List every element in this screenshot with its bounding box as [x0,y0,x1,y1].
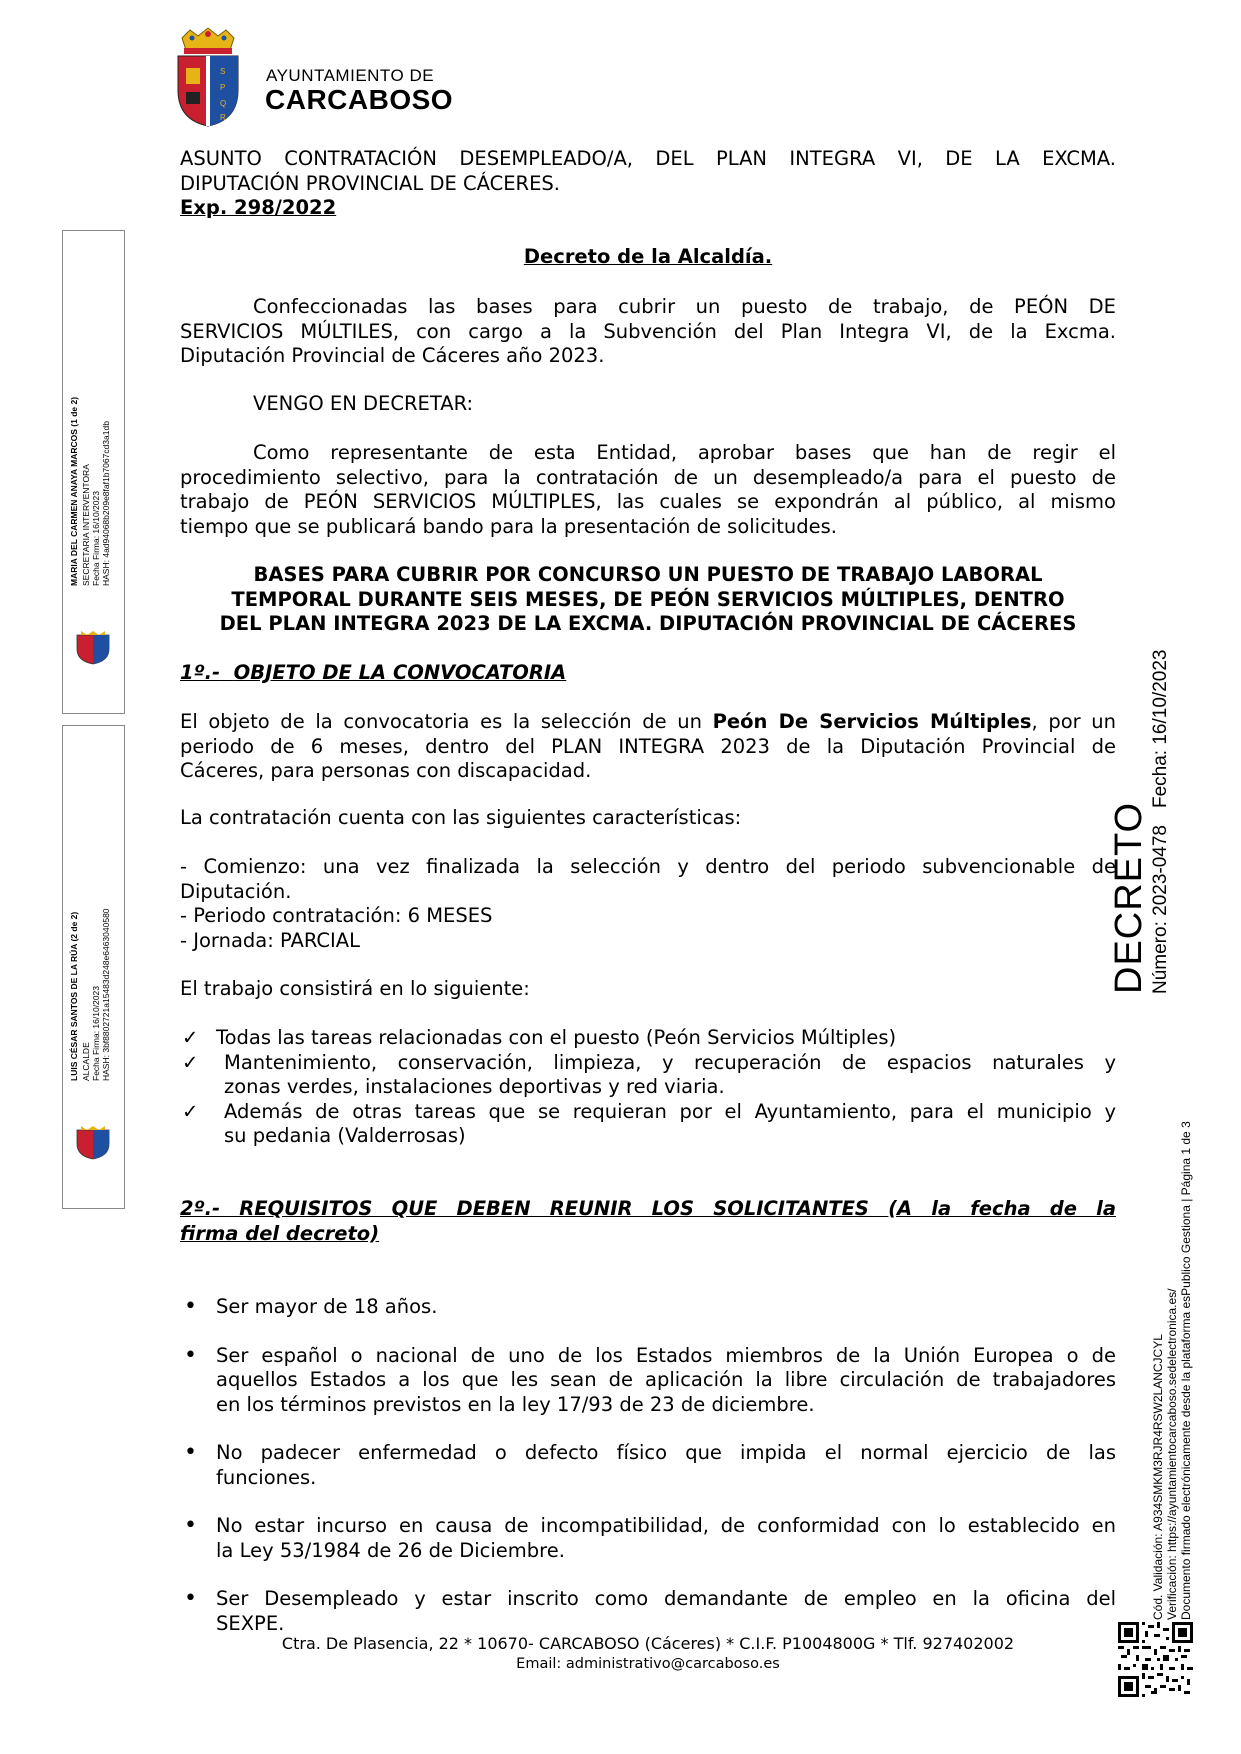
task-item [180,1026,1116,1051]
decreto-label: DECRETO [1108,801,1150,994]
asunto-line2: DIPUTACIÓN PROVINCIAL DE CÁCERES. [180,171,560,195]
signer-name: MARIA DEL CARMEN ANAYA MARCOS (1 de 2) [69,396,79,586]
bullet-icon: • [184,1294,197,1319]
coat-of-arms-icon [168,28,248,128]
svg-text:R: R [220,113,226,122]
bullet-icon: • [184,1440,197,1465]
bases-heading-line1: BASES PARA CUBRIR POR CONCURSO UN PUESTO DE TRABAJO LABORAL [253,563,1043,586]
svg-text:S: S [220,67,226,76]
decreto-number: Número: 2023-0478 [1150,825,1171,994]
shield-icon [73,631,113,665]
checkmark-icon: ✓ [182,1026,199,1049]
resolution-paragraph [180,441,1116,539]
bases-heading [180,563,1116,637]
asunto-block [180,147,1116,221]
section1-body [180,710,1116,784]
requirement-item [180,1441,1116,1490]
task-text-cont: zonas verdes, instalaciones deportivas y red viaria. [224,1075,725,1098]
requirements-list [180,1295,1116,1636]
checkmark-icon: ✓ [182,1099,199,1123]
vengo-decretar: VENGO EN DECRETAR: [253,392,474,415]
verification-url[interactable]: Verificación: https://ayuntamientocarcaboso.sedelectronica.es/ [1165,1288,1179,1620]
checkmark-icon: ✓ [182,1050,199,1074]
trabajo-intro: El trabajo consistirá en lo siguiente: [180,977,530,1000]
bullet-icon: • [184,1513,197,1538]
task-text: Además de otras tareas que se requieran por el Ayuntamiento, para el municipio y [224,1099,1116,1123]
jornada-item: - Jornada: PARCIAL [180,928,360,952]
signature-hash: HASH: 3bf8802721a15483d248e6463040580 [101,908,111,1081]
objeto-bold: Peón De Servicios Múltiples [712,710,1032,733]
decreto-date: Fecha: 16/10/2023 [1150,649,1171,808]
intro-line1: Confeccionadas las bases para cubrir un puesto de trabajo, de PEÓN DE [253,295,1116,318]
requirement-text: Ser español o nacional de uno de los Estados miembros de la Unión Europea o de [216,1343,1116,1367]
requirement-text-cont: SEXPE. [216,1611,285,1635]
signature-box-1 [62,230,125,714]
org-name-line1: AYUNTAMIENTO DE [266,66,435,85]
bullet-icon: • [184,1586,197,1611]
requirement-text: No estar incurso en causa de incompatibilidad, de conformidad con lo establecido en [216,1514,1116,1537]
caracteristicas-intro: La contratación cuenta con las siguientes características: [180,806,742,829]
section2-heading [180,1197,1116,1246]
page-footer [180,1634,1116,1674]
objeto-text-b: , por un [1031,710,1117,733]
resolution-line4: tiempo que se publicará bando para la presentación de solicitudes. [180,514,837,538]
requirement-text: Ser Desempleado y estar inscrito como demandante de empleo en la oficina del [216,1587,1116,1610]
resolution-line3: trabajo de PEÓN SERVICIOS MÚLTIPLES, las cuales se expondrán al público, al mismo [180,490,1116,513]
objeto-line3: Cáceres, para personas con discapacidad. [180,759,592,782]
requirement-text: Ser mayor de 18 años. [216,1295,438,1318]
intro-paragraph [180,295,1116,369]
signature-date: Fecha Firma: 16/10/2023 [91,491,101,586]
intro-line2: SERVICIOS MÚLTILES, con cargo a la Subvención del Plan Integra VI, de la Excma. [180,319,1116,343]
requirement-item [180,1514,1116,1563]
signer-name: LUIS CÉSAR SANTOS DE LA RÚA (2 de 2) [69,911,79,1081]
bullet-icon: • [184,1342,197,1368]
bases-heading-line2: TEMPORAL DURANTE SEIS MESES, DE PEÓN SERVICIOS MÚLTIPLES, DENTRO [231,587,1065,611]
signer-role: ALCALDE [81,1042,91,1081]
requirement-text-cont: funciones. [216,1465,317,1489]
objeto-text-a: El objeto de la convocatoria es la selección de un [180,710,713,733]
footer-address: Ctra. De Plasencia, 22 * 10670- CARCABOSO (Cáceres) * C.I.F. P1004800G * Tlf. 927402002 [281,1634,1015,1653]
requirement-item [180,1587,1116,1636]
municipal-logo [168,28,454,128]
resolution-line1: Como representante de esta Entidad, aprobar bases que han de regir el [253,441,1116,464]
resolution-line2: procedimiento selectivo, para la contratación de un desempleado/a para el puesto de [180,465,1116,489]
comienzo-line2: Diputación. [180,879,292,903]
signature-date: Fecha Firma: 16/10/2023 [91,986,101,1081]
signature-hash: HASH: 4ad94068b209e8faf1b7067cd3a1db [101,421,111,586]
caracteristicas-list [180,855,1116,953]
signature-platform-note: Documento firmado electrónicamente desde la plataforma esPublico Gestiona | Página 1 de 3 [1179,1121,1193,1620]
requirement-text: No padecer enfermedad o defecto físico que impida el normal ejercicio de las [216,1441,1116,1464]
task-text: Mantenimiento, conservación, limpieza, y recuperación de espacios naturales y [224,1050,1116,1074]
svg-text:P: P [220,83,226,92]
section2-heading-line1: 2º.- REQUISITOS QUE DEBEN REUNIR LOS SOLICITANTES (A la fecha de la [180,1197,1116,1220]
signature-box-2 [62,725,125,1209]
validation-code: Cód. Validación: A934SMKM3RJR4RSW2LANCJCYL [1151,1334,1165,1620]
bases-heading-line3: DEL PLAN INTEGRA 2023 DE LA EXCMA. DIPUTACIÓN PROVINCIAL DE CÁCERES [219,612,1077,635]
objeto-line1 [180,710,1116,735]
task-list [180,1026,1116,1149]
requirement-text-cont: aquellos Estados a los que les sean de aplicación la libre circulación de trabajadores [216,1368,1116,1391]
requirement-item [180,1295,1116,1320]
intro-line3: Diputación Provincial de Cáceres año 2023. [180,344,605,367]
section2-heading-line2: firma del decreto) [180,1221,380,1245]
org-name-line2: CARCABOSO [265,84,454,115]
task-item [180,1051,1116,1100]
shield-icon [73,1126,113,1160]
page-title: Decreto de la Alcaldía. [523,245,773,268]
task-item [180,1100,1116,1149]
requirement-text-cont: en los términos previstos en la ley 17/93 de 23 de diciembre. [216,1392,815,1416]
signer-role: SECRETARIA INTERVENTORA [81,464,91,586]
asunto-line1: ASUNTO CONTRATACIÓN DESEMPLEADO/A, DEL PLAN INTEGRA VI, DE LA EXCMA. [180,147,1116,170]
qr-code-icon [1118,1622,1193,1697]
section1-number: 1º.- [180,661,221,684]
objeto-line2: periodo de 6 meses, dentro del PLAN INTEGRA 2023 de la Diputación Provincial de [180,734,1116,758]
requirement-item [180,1344,1116,1418]
footer-email: Email: administrativo@carcaboso.es [516,1656,780,1672]
requirement-text-cont: la Ley 53/1984 de 26 de Diciembre. [216,1538,565,1562]
comienzo-line1: - Comienzo: una vez finalizada la selección y dentro del periodo subvencionable de [180,855,1116,878]
task-text-cont: su pedania (Valderrosas) [224,1124,466,1147]
section1-title: OBJETO DE LA CONVOCATORIA [233,661,567,684]
periodo-item: - Periodo contratación: 6 MESES [180,904,493,927]
expediente-number: Exp. 298/2022 [180,196,337,219]
section1-heading [180,661,1116,686]
task-text: Todas las tareas relacionadas con el puesto (Peón Servicios Múltiples) [216,1026,897,1049]
svg-text:Q: Q [220,99,227,108]
